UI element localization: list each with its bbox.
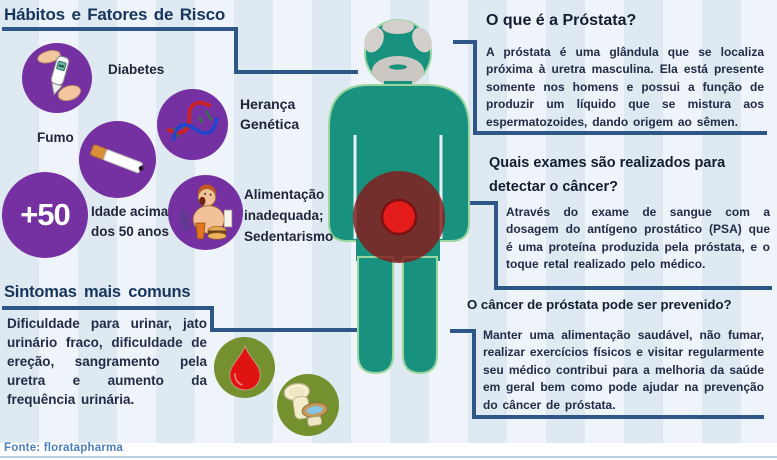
left-leg [358, 257, 393, 373]
qa3-bottom-border [472, 415, 764, 419]
blood-circle [214, 337, 275, 398]
diabetes-label: Diabetes [108, 62, 165, 77]
risk-title-underline [2, 27, 238, 31]
risk-bracket-vertical [234, 27, 238, 74]
dna-icon [161, 93, 225, 157]
prostate-icon [382, 200, 416, 234]
qa1-body: A próstata é uma glândula que se localiza próxima à uretra masculina. Ela está presente somente nos homens e possui a função de produzir um líquido que se mistura aos espermatozoides, dando origem ao sêmen. [486, 45, 764, 129]
source-credit: Fonte: floratapharma [4, 442, 124, 454]
age-label: Idade acima dos 50 anos [91, 204, 170, 239]
qa2-heading: Quais exames são realizados para detectar o câncer? [489, 155, 726, 195]
qa1-heading: O que é a Próstata? [486, 12, 637, 29]
risk-title: Hábitos e Fatores de Risco [4, 5, 226, 24]
overeating-icon [172, 179, 240, 247]
genetics-label: Herança Genética [240, 96, 300, 132]
qa2-bottom-border [494, 286, 772, 290]
mouth [389, 64, 407, 69]
qa3-heading: O câncer de próstata pode ser prevenido? [467, 297, 732, 312]
diabetes-circle [22, 43, 92, 113]
diet-label: Alimentação inadequada; Sedentarismo [244, 187, 334, 244]
plus-50-badge: +50 [20, 197, 70, 232]
right-leg [403, 257, 437, 373]
cigarette-icon [83, 125, 153, 195]
glucometer-icon [26, 47, 88, 109]
age-circle [2, 172, 88, 258]
symptoms-title: Sintomas mais comuns [4, 283, 191, 301]
footer-divider [0, 456, 777, 458]
qa2-left-border [494, 201, 498, 290]
qa2-body: Através do exame de sangue com a dosagem do antígeno prostático (PSA) que é uma proteína produzida pela próstata, e o toque retal realizado pelo médico. [506, 205, 770, 272]
symptoms-text: Dificuldade para urinar, jato urinário fraco, dificuldade de ereção, sangramento pela uretra e aumento da frequência urinária. [7, 316, 207, 407]
symptoms-title-underline [2, 306, 214, 310]
smoking-circle [79, 121, 156, 198]
qa1-bottom-border [473, 131, 767, 135]
diet-circle [168, 175, 243, 250]
smoking-label: Fumo [37, 130, 74, 145]
toilet-icon [280, 377, 336, 433]
toilet-circle [277, 374, 339, 436]
genetics-circle [157, 89, 228, 160]
qa3-body: Manter uma alimentação saudável, não fumar, realizar exercícios físicos e visitar regularmente seu médico contribui para a melhoria da saúde em geral bem como pode ajudar na prevenção do câncer de próstata. [483, 328, 764, 412]
blood-drop-icon [218, 341, 272, 395]
